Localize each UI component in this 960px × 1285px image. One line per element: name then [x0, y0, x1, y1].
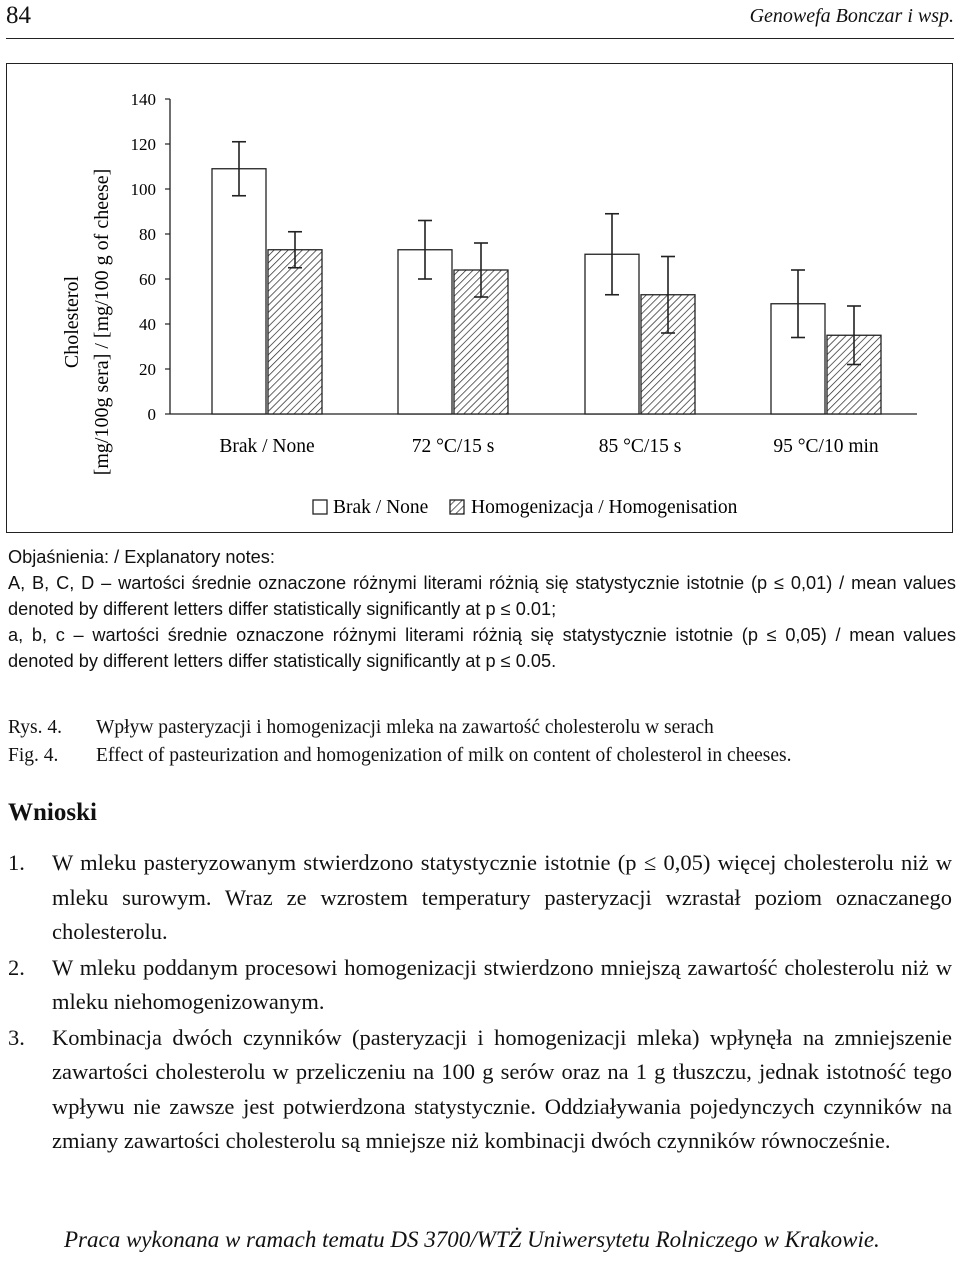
conclusion-item [8, 1021, 952, 1159]
category-labels [219, 436, 879, 457]
page-header [6, 0, 954, 39]
y-tick-label: 0 [147, 405, 156, 424]
notes-line-small-letters: a, b, c – wartości średnie oznaczone różnymi literami różnią się statystycznie istotnie (p ≤ 0,05) / mean values denoted by different letters differ statistically significantly at p ≤ 0.05. [8, 625, 956, 671]
figure-caption [8, 714, 956, 770]
y-tick-label: 100 [130, 180, 156, 199]
category-label: 85 °C/15 s [598, 436, 682, 457]
conclusions-list [8, 846, 952, 1160]
category-label: 95 °C/10 min [773, 436, 879, 457]
legend-swatch-none [313, 500, 327, 514]
notes-heading: Objaśnienia: / Explanatory notes: [8, 547, 275, 567]
legend [313, 497, 738, 518]
chart-frame [6, 63, 953, 533]
conclusion-number: 1. [8, 850, 25, 875]
y-tick-label: 60 [139, 270, 156, 289]
caption-label-pl: Rys. 4. [8, 717, 62, 738]
acknowledgement: Praca wykonana w ramach tematu DS 3700/WTŻ Uniwersytetu Rolniczego w Krakowie. [64, 1227, 880, 1252]
legend-swatch-homogenisation [450, 500, 464, 514]
y-tick-label: 20 [139, 360, 156, 379]
notes-line-capital-letters: A, B, C, D – wartości średnie oznaczone różnymi literami różnią się statystycznie istotnie (p ≤ 0,01) / mean values denoted by different letters differ statistically significantly at p ≤ 0.01; [8, 573, 956, 619]
running-head: Genowefa Bonczar i wsp. [749, 5, 954, 27]
conclusion-number: 2. [8, 954, 25, 980]
bars [212, 142, 881, 414]
caption-english [8, 742, 956, 770]
y-tick-label: 120 [130, 135, 156, 154]
page-number: 84 [6, 2, 31, 29]
y-axis-label: Cholesterol [61, 275, 83, 369]
category-label: Brak / None [219, 436, 315, 457]
y-axis-unit: [mg/100g sera] / [mg/100 g of cheese] [91, 168, 113, 476]
legend-label-none: Brak / None [333, 497, 429, 518]
caption-label-en: Fig. 4. [8, 745, 59, 766]
caption-text-pl: Wpływ pasteryzacji i homogenizacji mleka na zawartość cholesterolu w serach [96, 717, 714, 738]
conclusion-item [8, 846, 952, 950]
y-tick-label: 80 [139, 225, 156, 244]
conclusion-text: W mleku pasteryzowanym stwierdzono statystycznie istotnie (p ≤ 0,05) więcej cholesterolu niż w mleku surowym. Wraz ze wzrostem temperatury pasteryzacji wzrastał poziom oznaczanego cholesterolu. [52, 850, 952, 944]
conclusion-number: 3. [8, 1024, 25, 1050]
conclusion-item [8, 951, 952, 1020]
conclusion-text: Kombinacja dwóch czynników (pasteryzacji i homogenizacji mleka) wpłynęła na zmniejszenie zawartości cholesterolu w przeliczeniu na 100 g serów oraz na 1 g tłuszczu, jednak istotność tego wpływu nie zawsze jest potwierdzona statystycznie. Oddziaływania pojedynczych czynników na zmiany zawartości cholesterolu są mniejsze niż kombinacji dwóch czynników równocześnie. [52, 1024, 952, 1153]
section-title: Wnioski [8, 799, 97, 826]
cholesterol-bar-chart [7, 64, 952, 532]
y-ticks [131, 90, 171, 424]
category-label: 72 °C/15 s [411, 436, 495, 457]
caption-text-en: Effect of pasteurization and homogenization of milk on content of cholesterol in cheeses. [96, 745, 792, 766]
bar-homogenisation [268, 250, 322, 414]
legend-label-homogenisation: Homogenizacja / Homogenisation [471, 497, 738, 518]
y-tick-label: 40 [139, 315, 156, 334]
conclusion-text: W mleku poddanym procesowi homogenizacji stwierdzono mniejszą zawartość cholesterolu niż w mleku niehomogenizowanym. [52, 954, 952, 1014]
explanatory-notes [8, 544, 956, 674]
caption-polish [8, 714, 956, 742]
bar-none [212, 169, 266, 414]
y-tick-label: 140 [130, 90, 156, 109]
